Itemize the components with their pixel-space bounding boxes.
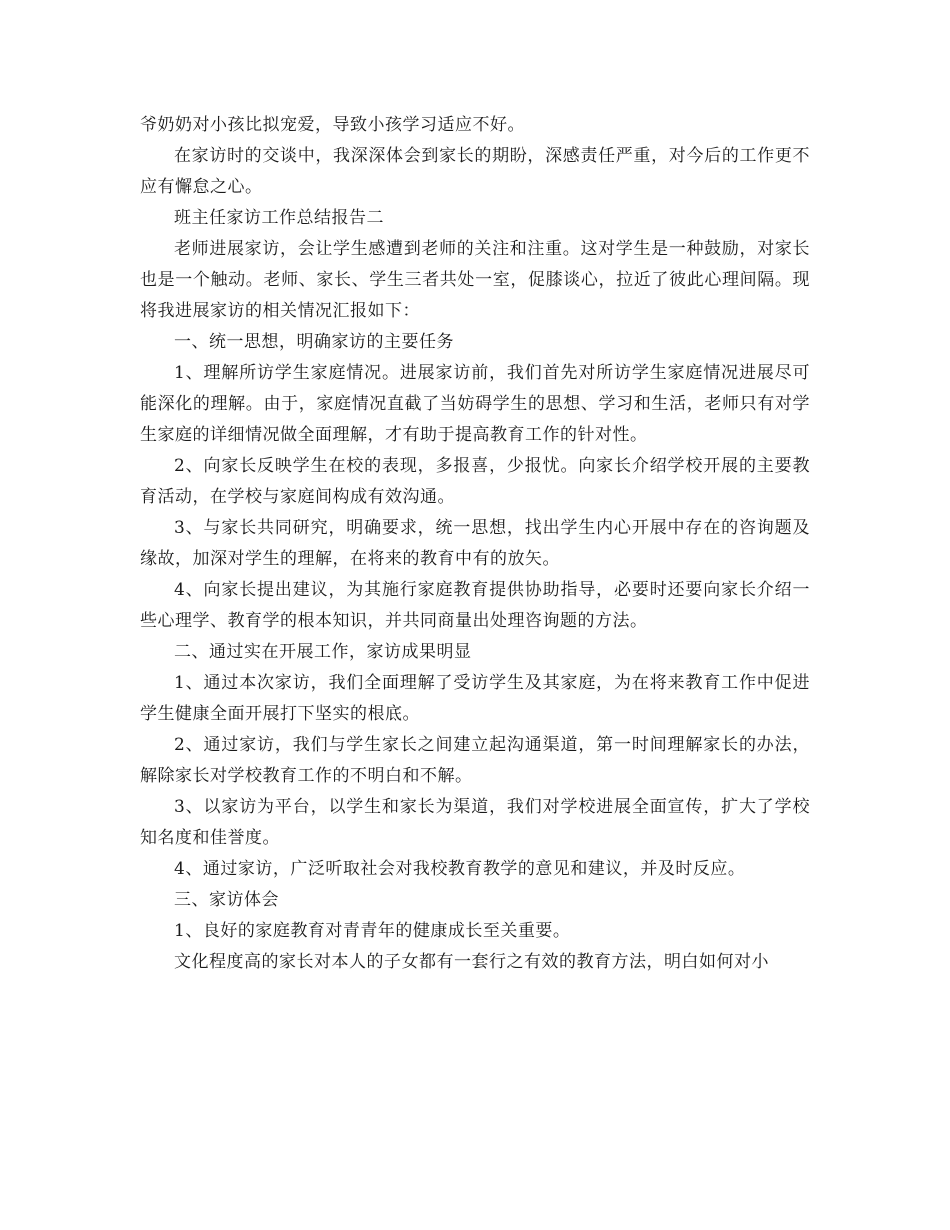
- paragraph: 4、向家长提出建议，为其施行家庭教育提供协助指导，必要时还要向家长介绍一些心理学、教育学的根本知识，并共同商量出处理咨询题的方法。: [140, 580, 810, 631]
- paragraph: 3、与家长共同研究，明确要求，统一思想，找出学生内心开展中存在的咨询题及缘故，加深对学生的理解，在将来的教育中有的放矢。: [140, 518, 810, 569]
- section-title: 班主任家访工作总结报告二: [174, 208, 384, 228]
- paragraph: 2、通过家访，我们与学生家长之间建立起沟通渠道，第一时间理解家长的办法，解除家长对学校教育工作的不明白和不解。: [140, 735, 810, 786]
- section-heading: 二、通过实在开展工作，家访成果明显: [174, 642, 472, 662]
- paragraph: 爷奶奶对小孩比拟宠爱，导致小孩学习适应不好。: [140, 115, 525, 135]
- paragraph: 文化程度高的家长对本人的子女都有一套行之有效的教育方法，明白如何对小: [174, 952, 769, 972]
- paragraph: 3、以家访为平台，以学生和家长为渠道，我们对学校进展全面宣传，扩大了学校知名度和佳誉度。: [140, 797, 810, 848]
- paragraph: 1、理解所访学生家庭情况。进展家访前，我们首先对所访学生家庭情况进展尽可能深化的理解。由于，家庭情况直截了当妨碍学生的思想、学习和生活，老师只有对学生家庭的详细情况做全面理解，才有助于提高教育工作的针对性。: [140, 363, 810, 445]
- section-heading: 一、统一思想，明确家访的主要任务: [174, 332, 454, 352]
- section-heading: 三、家访体会: [174, 890, 279, 910]
- document-body: [140, 110, 810, 978]
- paragraph: 在家访时的交谈中，我深深体会到家长的期盼，深感责任严重，对今后的工作更不应有懈怠之心。: [140, 146, 810, 197]
- paragraph: 2、向家长反映学生在校的表现，多报喜，少报忧。向家长介绍学校开展的主要教育活动，在学校与家庭间构成有效沟通。: [140, 456, 810, 507]
- paragraph: 1、良好的家庭教育对青青年的健康成长至关重要。: [174, 921, 571, 941]
- paragraph: 老师进展家访，会让学生感遭到老师的关注和注重。这对学生是一种鼓励，对家长也是一个触动。老师、家长、学生三者共处一室，促膝谈心，拉近了彼此心理间隔。现将我进展家访的相关情况汇报如下：: [140, 239, 810, 321]
- paragraph: 4、通过家访，广泛听取社会对我校教育教学的意见和建议，并及时反应。: [174, 859, 746, 879]
- paragraph: 1、通过本次家访，我们全面理解了受访学生及其家庭，为在将来教育工作中促进学生健康全面开展打下坚实的根底。: [140, 673, 810, 724]
